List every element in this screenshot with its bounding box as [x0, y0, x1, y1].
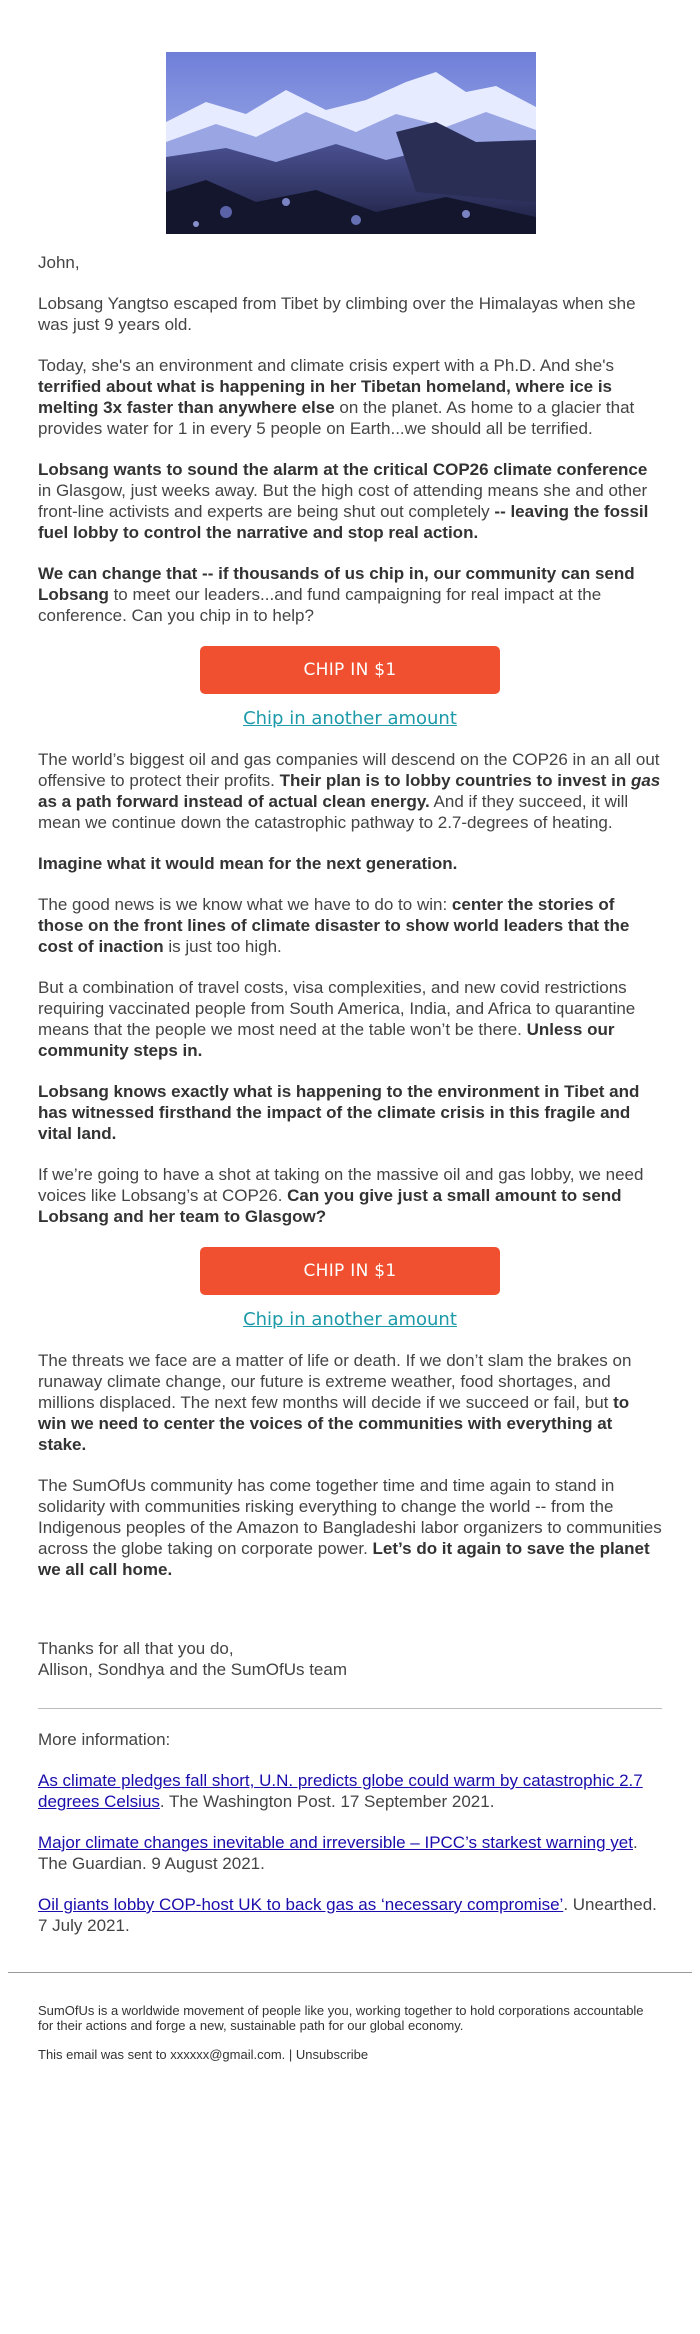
chip-in-another-amount-link[interactable]: Chip in another amount [243, 708, 457, 729]
reference-source: . The Washington Post. 17 September 2021. [159, 1792, 495, 1811]
reference-item [38, 1894, 662, 1936]
paragraph-expert [38, 355, 662, 439]
bold-text: We can change that -- if thousands of us chip in, our community can send Lobsang [38, 564, 635, 604]
recipient-email: xxxxxx@gmail.com [170, 2047, 282, 2062]
text-span: is just too high. [163, 937, 282, 956]
bold-text: Imagine what it would mean for the next generation. [38, 854, 458, 873]
paragraph-good-news [38, 894, 662, 957]
bold-text: Let’s do it again to save the planet we all call home. [38, 1539, 650, 1579]
chip-in-button[interactable]: CHIP IN $1 [200, 646, 500, 694]
reference-link[interactable]: Major climate changes inevitable and irreversible – IPCC’s starkest warning yet [38, 1833, 633, 1852]
footer-sent-to [38, 2047, 662, 2062]
mountain-photo [166, 52, 536, 234]
footer-about: SumOfUs is a worldwide movement of people like you, working together to hold corporations accountable for their actions and forge a new, sustainable path for our global economy. [38, 2003, 644, 2033]
email-body [0, 52, 700, 2062]
cta-container [38, 1247, 662, 1295]
unsubscribe-link[interactable]: Unsubscribe [295, 2047, 369, 2062]
signoff-signature: Allison, Sondhya and the SumOfUs team [38, 1660, 347, 1679]
email-content [0, 252, 700, 1936]
text-span: And if they succeed, it will mean we continue down the catastrophic pathway to 2.7-degrees of heating. [38, 792, 629, 832]
text-span: The threats we face are a matter of life or death. If we don’t slam the brakes on runaway climate change, our future is extreme weather, food shortages, and millions displaced. The next few months will decide if we succeed or fail, but [38, 1351, 632, 1412]
bold-text: Unless our community steps in. [38, 1020, 615, 1060]
paragraph-next-generation [38, 853, 662, 874]
bold-text: to win we need to center the voices of the communities with everything at stake. [38, 1393, 630, 1454]
text-span: Their plan is to lobby countries to invest in [279, 771, 631, 790]
paragraph-community [38, 1475, 662, 1580]
paragraph-give [38, 1164, 662, 1227]
bold-text: Lobsang wants to sound the alarm at the critical COP26 climate conference [38, 460, 648, 479]
paragraph-threats [38, 1350, 662, 1455]
text-span: The good news is we know what we have to do to win: [38, 895, 452, 914]
cta-container [38, 646, 662, 694]
bold-text: Can you give just a small amount to send Lobsang and her team to Glasgow? [38, 1186, 622, 1226]
more-information-heading: More information: [38, 1730, 171, 1749]
text-span: . | [281, 2047, 296, 2062]
footer [0, 1973, 700, 2062]
greeting: John, [38, 253, 80, 272]
reference-link[interactable]: Oil giants lobby COP-host UK to back gas as ‘necessary compromise’ [38, 1895, 564, 1914]
paragraph-intro: Lobsang Yangtso escaped from Tibet by climbing over the Himalayas when she was just 9 years old. [38, 294, 636, 334]
text-span: If we’re going to have a shot at taking on the massive oil and gas lobby, we need voices like Lobsang’s at COP26. [38, 1165, 644, 1205]
chip-in-another-amount-link[interactable]: Chip in another amount [243, 1309, 457, 1330]
hero-image-mountains [166, 52, 536, 234]
bold-text: Lobsang knows exactly what is happening to the environment in Tibet and has witnessed firsthand the impact of the climate crisis in this fragile and vital land. [38, 1082, 640, 1143]
paragraph-ask [38, 563, 662, 626]
text-span: on the planet. As home to a glacier that provides water for 1 in every 5 people on Earth...we should all be terrified. [38, 398, 635, 438]
reference-link[interactable]: As climate pledges fall short, U.N. predicts globe could warm by catastrophic 2.7 degrees Celsius [38, 1771, 643, 1811]
text-span: in Glasgow, just weeks away. But the high cost of attending means she and other front-line activists and experts are being shut out completely [38, 481, 648, 521]
text-span: Today, she's an environment and climate crisis expert with a Ph.D. And she's [38, 356, 614, 375]
paragraph-travel-costs [38, 977, 662, 1061]
text-span: The world’s biggest oil and gas companies will descend on the COP26 in an all out offensive to protect their profits. [38, 750, 660, 790]
bold-text: terrified about what is happening in her Tibetan homeland, where ice is melting 3x faster than anywhere else [38, 377, 613, 417]
reference-item [38, 1770, 662, 1812]
text-span: But a combination of travel costs, visa complexities, and new covid restrictions requiring vaccinated people from South America, India, and Africa to quarantine means that the people we most need at the table won’t be there. [38, 978, 636, 1039]
bold-text: -- leaving the fossil fuel lobby to control the narrative and stop real action. [38, 502, 649, 542]
paragraph-cop26 [38, 459, 662, 543]
italic-text: gas [630, 771, 661, 790]
signoff [38, 1638, 662, 1680]
text-span: as a path forward instead of actual clean energy. [38, 792, 430, 811]
text-span: to meet our leaders...and fund campaigning for real impact at the conference. Can you chip in to help? [38, 585, 602, 625]
reference-item [38, 1832, 662, 1874]
divider [38, 1708, 662, 1709]
text-span: The SumOfUs community has come together time and time again to stand in solidarity with communities risking everything to change the world -- from the Indigenous peoples of the Amazon to Bangladeshi labor organizers to communities across the globe taking on corporate power. [38, 1476, 662, 1558]
chip-in-button[interactable]: CHIP IN $1 [200, 1247, 500, 1295]
bold-text: center the stories of those on the front lines of climate disaster to show world leaders that the cost of inaction [38, 895, 630, 956]
reference-source: . Unearthed. 7 July 2021. [38, 1895, 657, 1935]
signoff-line: Thanks for all that you do, [38, 1639, 234, 1658]
paragraph-oil-gas [38, 749, 662, 833]
text-span: This email was sent to [38, 2047, 171, 2062]
reference-source: . The Guardian. 9 August 2021. [38, 1833, 638, 1873]
paragraph-lobsang-knows [38, 1081, 662, 1144]
